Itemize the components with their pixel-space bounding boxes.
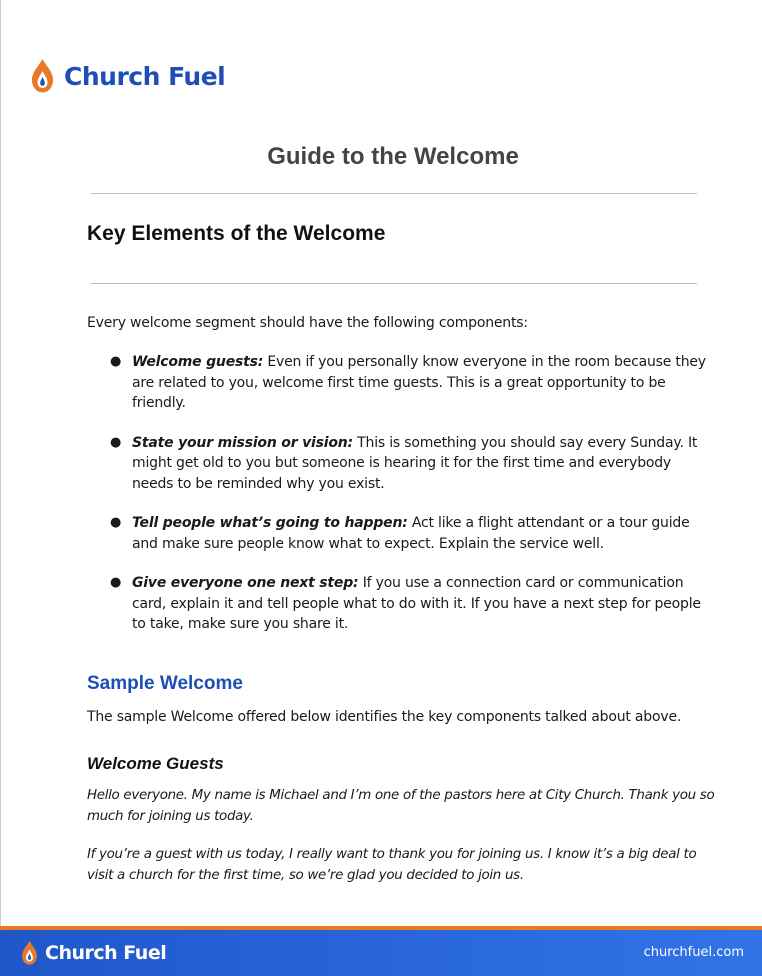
section-heading: Key Elements of the Welcome bbox=[87, 222, 386, 245]
footer-logo bbox=[20, 940, 166, 966]
welcome-guests-heading: Welcome Guests bbox=[87, 754, 224, 773]
divider-bottom bbox=[91, 283, 697, 284]
bullet-text: This is something you should say every Sunday. It might get old to you but someone is hearing it for the first time and everybody needs to be reminded why you exist. bbox=[132, 434, 698, 492]
bullet-text: Even if you personally know everyone in the room because they are related to you, welcome first time guests. This is a great opportunity to be friendly. bbox=[132, 354, 706, 411]
footer-website-link[interactable]: churchfuel.com bbox=[643, 945, 744, 960]
flame-drop-icon bbox=[20, 940, 39, 966]
components-list bbox=[109, 352, 709, 654]
script-paragraph: Hello everyone. My name is Michael and I’m one of the pastors here at City Church. Thank you so much for joining us today. bbox=[87, 788, 715, 824]
bullet-text: Act like a flight attendant or a tour guide and make sure people know what to expect. Explain the service well. bbox=[132, 515, 690, 552]
bullet-lead: State your mission or vision: bbox=[132, 434, 353, 451]
list-item bbox=[109, 573, 709, 635]
footer-bar bbox=[0, 930, 762, 976]
bullet-dot-icon: ● bbox=[110, 354, 122, 369]
sample-heading: Sample Welcome bbox=[87, 673, 243, 694]
bullet-text: If you use a connection card or communication card, explain it and tell people what to do with it. If you have a next step for people to take, make sure you share it. bbox=[132, 575, 701, 632]
church-fuel-logo bbox=[29, 58, 225, 94]
list-item bbox=[109, 433, 709, 495]
bullet-lead: Tell people what’s going to happen: bbox=[132, 515, 408, 531]
footer-logo-text: Church Fuel bbox=[45, 942, 167, 964]
sample-intro-paragraph: The sample Welcome offered below identifies the key components talked about above. bbox=[87, 709, 682, 725]
flame-drop-icon bbox=[29, 58, 56, 94]
script-paragraph: If you’re a guest with us today, I really want to thank you for joining us. I know it’s a big deal to visit a church for the first time, so we’re glad you decided to join us. bbox=[87, 847, 697, 883]
document-title: Guide to the Welcome bbox=[267, 143, 519, 170]
bullet-dot-icon: ● bbox=[110, 434, 122, 450]
logo-text: Church Fuel bbox=[64, 61, 226, 91]
list-item bbox=[109, 513, 709, 554]
bullet-lead: Welcome guests: bbox=[132, 354, 264, 370]
intro-paragraph: Every welcome segment should have the following components: bbox=[87, 315, 528, 331]
list-item bbox=[109, 352, 709, 414]
divider-top bbox=[91, 193, 697, 194]
bullet-dot-icon: ● bbox=[110, 575, 122, 590]
bullet-lead: Give everyone one next step: bbox=[132, 575, 359, 591]
bullet-dot-icon: ● bbox=[110, 515, 122, 530]
